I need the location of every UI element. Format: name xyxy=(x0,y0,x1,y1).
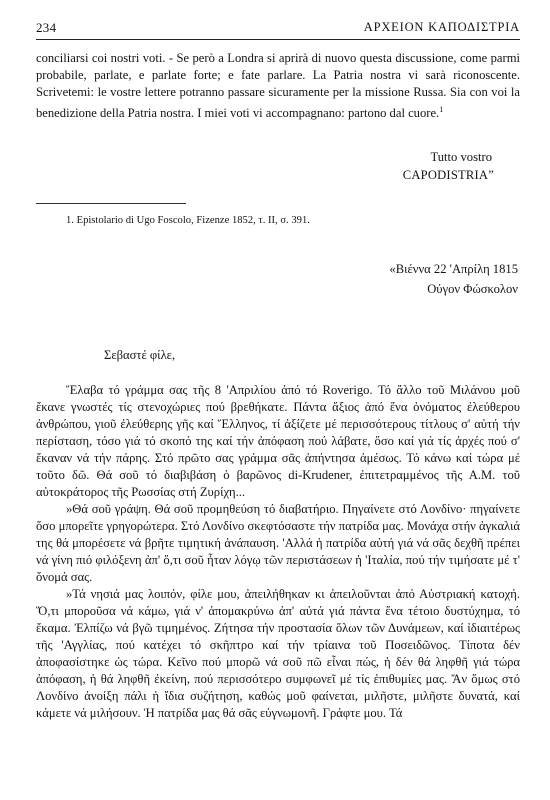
italian-letter-text-content: conciliarsi coi nostri voti. - Se però a Londra si aprirà di nuovo questa discussione, come parmi probabile, parlate, e parlate forte; e fate parlare. La Patria nostra vi sarà riconoscente. Scrivetemi: le vostre lettere potranno passare sicuramente per la missione Russa. Sia con voi la benedizione della Patria nostra. I miei voti vi accompagnano: partono dal cuore. xyxy=(36,51,520,121)
letter-recipient: Ούγον Φώσκολον xyxy=(427,282,518,296)
greek-letter-body xyxy=(36,382,520,722)
signature: CAPODISTRIA” xyxy=(402,168,494,182)
header-rule xyxy=(36,39,520,40)
page-header xyxy=(36,20,520,40)
running-title: ΑΡΧΕΙΟΝ ΚΑΠΟΔΙΣΤΡΙΑ xyxy=(363,20,520,34)
letter-greeting: Σεβαστέ φίλε, xyxy=(104,348,176,362)
letter-paragraph-1: Ἔλαβα τό γράμμα σας τῆς 8 'Απριλίου ἀπό τό Roverigo. Τό ἄλλο τοῦ Μιλάνου μοῦ ἔκανε γνωστές τίς στενοχώριες πού βρεθήκατε. Πάντα ἄξιος ἀπό ἕνα ὀνόματος ἐλεύθερου ἀνθρώπου, γιοῦ ἐλεύθερης γῆς καί Ἕλληνος, τί ἀξίζετε μέ περισσότερους τίτλους σ' αὐτή τήν περίσταση, τόσο γιά τό σκοπό της καί τήν ἀπόφαση πού λάβατε, ὅσο καί γιά τίς ἀρχές πού σ' ἔκαναν νά τήν πάρης. Στό πρῶτο σας γράμμα σᾶς ἀπήντησα ἀμέσως. Τό κάνω καί τώρα μέ τοῦτο δῶ. Θά σοῦ τό διαβιβάση ὁ βαρῶνος di-Krudener, ἐπιτετραμμένος τῆς Α.Μ. τοῦ αὐτοκράτορος τῆς Ρωσσίας στή Ζυρίχη... xyxy=(36,383,520,499)
italian-letter-text xyxy=(36,50,520,122)
footnote-marker: 1 xyxy=(439,105,444,114)
footnote: 1. Epistolario di Ugo Foscolo, Fizenze 1852, τ. II, σ. 391. xyxy=(66,215,310,226)
letter-date-line: «Βιέννα 22 'Απρίλη 1815 xyxy=(389,262,518,276)
page-number: 234 xyxy=(36,20,57,35)
letter-paragraph-3: »Τά νησιά μας λοιπόν, φίλε μου, ἀπειλήθηκαν κι ἀπειλοῦνται ἀπό Αὐστριακή κατοχή. Ὅ,τι μποροῦσα νά κάμω, γιά ν' ἀπομακρύνω ἀπ' αὐτά γιά πάντα ἕνα τέτοιο δυστύχημα, τό ἔκαμα. Ἐλπίζω νά βγῶ τιμημένος. Ζήτησα τήν προστασία ὅλων τῶν Δυνάμεων, καί ἰδιαιτέρως τῆς 'Αγγλίας, πού κατέχει τό σκῆπτρο καί τήν τρίαινα τοῦ Ποσειδῶνος. Τίποτα δέν ἀποφασίστηκε ὡς τώρα. Κεῖνο πού μπορῶ νά σοῦ πῶ εἶναι πώς, ἡ δέν θά ληφθῆ γιά τώρα ἀπόφαση, ἡ θά ληφθῆ ἐκείνη, πού περισσότερο συμφωνεῖ μέ τίς ἐπιθυμίες μας. Ἄν ὅμως στό Λονδίνο ἀνοίξη πάλι ἡ ἴδια συζήτηση, καθώς μοῦ φαίνεται, μιλῆστε, μιλῆστε δυνατά, καί κάμετε νά μιλήσουν. Ἡ πατρίδα μας θά σᾶς εὐγνωμονῆ. Γράφτε μου. Τά xyxy=(36,587,520,720)
italian-letter-body xyxy=(36,50,520,122)
closing-salutation: Tutto vostro xyxy=(430,150,492,164)
letter-paragraph-2: »Θά σοῦ γράψη. Θά σοῦ προμηθεύση τό διαβατήριο. Πηγαίνετε στό Λονδίνο· πηγαίνετε ὅσο μπορεῖτε γρηγορώτερα. Στό Λονδίνο σκεφτόσαστε τήν πατρίδα μας. Μονάχα στήν ἀγκαλιά της θά μπορέσετε νά βρῆτε τιμητική ἀνάπαυση. 'Αλλά ἡ πατρίδα αὐτή γιά νά σᾶς δεχθῆ πρέπει νά γίνη πιό φιλόξενη ἀπ' ὅ,τι σοῦ ἦταν λόγῳ τῶν περιστάσεων ἡ 'Ιταλία, πού τήν τιμήσατε μέ τ' ὄνομά σας. xyxy=(36,502,520,584)
footnote-rule xyxy=(36,203,186,204)
